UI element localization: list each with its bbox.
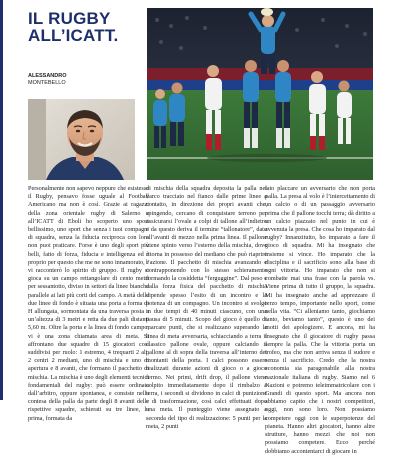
- column-3-text: tato placcare un avversario che non porta palla. La presa al volo è l’intercettamento di un calcio o di un passaggio avversario prima che il pallone tocchi terra; dà diritto a un calcio piazzato nel punto in cui è avvenuta la presa. Che cosa ho imparato dal rugby? Innanzitutto, ho imparato a fare il gioco di squadra. Mi ha insegnato che insieme si vince. Ho imparato che la disciplina e il sacrificio sono alla base di ogni vittoria. Ho imparato che non si combatte mai una frase con la parola vs. Viene prima di tutto il gruppo, la squadra. Mi ha insegnato anche ad apprezzare il terzo tempo, importante nello sport, come nella vita. “Ci alleniamo tanto, giochiamo tanto, beviamo tanto”, questo è uno dei motti dei apologizere. E ancora, mi ha insegnato che il giocatore di rugby passa sempre la palla. Che la vittoria porta un trofeo, ma che non arriva senza il sudore e senza il sacrificio. Credo che la nostra economia sia paragonabile alla nostra nazionale italiana di rugby. Siamo nel 6 Nazioni e potremo teleimmatricolare con i Grandi di questo sport. Ma ancora non abbiamo capito che i nostri competitori, oggi, non sono loro. Non possiamo competere oggi con le superpotenze del pianeta. Hanno altri giocatori, hanno altre strutture, hanno mezzi che noi non possiamo competere. Ecco perché dobbiamo accontentarci di giocare in: [265, 185, 375, 455]
- article-column-2: [146, 185, 267, 430]
- article-title: [28, 10, 138, 44]
- rugby-lineout-photo: [147, 8, 373, 180]
- portrait-photo: [28, 99, 135, 180]
- author-last-name: MONTEBELLO: [28, 80, 66, 86]
- column-1-text: Personalmente non sapevo neppure che esistesse il Rugby, pensavo fosse uguale al Football Americano ma non è così. Grazie ai ragazzi della zona orientale rugby di Salerno e all’ICATT di Eboli ho scoperto uno sport bellissimo, uno sport che senza i tuoi compagni di squadra, senza la fiducia reciproca con loro non puoi praticare. Forse è uno degli sport più belli, fatto di forza, fiducia e intelligenza ed è proprio per questo che me ne sono innamorato, e vi racconterò lo spirito di gruppo. Il rugby si gioca su un campo rettangolare di cento metri per sessantotto, diviso in settori da linee bianche parallele ai lati più corti del campo. A metà delle due linee di fondo è situata una porta a forma di H allungata, sormontata da una traversa posta a un’altezza di 3 metri e retta da due pali distanti 5,60 m. Oltre la porta e la linea di fondo campo, vi è una zona chiamata area di meta. Si affrontano due squadre di 15 giocatori così suddivisi per ruolo: 1 estremo, 4 trequarti 2 ali, 2 centri 2 mediani, uno di mischia e uno di apertura e 8 avanti, che formano il pacchetto di mischia. La mischia è uno degli elementi tecnici fondamentali del rugby: può essere ordinata dall’arbitro, oppure spontanea, e consiste nella contesa della palla da parte degli 8 avanti delle rispettive squadre, schierati su tre linee, la prima, formata da: [28, 185, 149, 422]
- title-line-2: ALL’ICATT.: [28, 26, 119, 45]
- author-byline: [28, 73, 138, 87]
- author-first-name: ALESSANDRO: [28, 73, 67, 79]
- title-line-1: IL RUGBY: [28, 9, 111, 28]
- article-column-3: [265, 185, 375, 455]
- article-column-1: [28, 185, 149, 422]
- edge-accent-bar: [0, 0, 3, 400]
- column-2-text: di mischia della squadra deposita la palla nel varco tracciato nel fianco dalle prime linee a contatto, in direzione dei propri avanti che, spingendo, cercano di conquistare terreno per assicurarsi l’ovale a colpi di tallone all’indietro e da questo deriva il termine “tallonatore”, dato all’avanti di mezzo nella prima linea. Il pallone viene spinto verso l’esterno della mischia, dove ritorna in possesso del mediano che può riaprire l’azione. Il pacchetto di mischia avanzando e contrapponendo con lo stesso schieramento formando la cosiddetta “ferguggine”. Dal peso e dalla forza fisica del pacchetto di mischia dipende spesso l’esito di un incontro e la potenza di un compagno. Un incontro si svolge in due tempi di 40 minuti ciascuno, con una pausa di 5 minuti. Scopo del gioco è quello di marcare punti, che si realizzano superando la linea di meta avversaria, schiacciando a terra il classico pallone ovale, oppure calciando il pallone al di sopra della traversa all’interno dei montanti della porta. I calci possono essere realizzati durante azioni di gioco o a gioco fermo. Nei primi, drift drop, il pallone viene colpito immediatamente dopo il rimbalzo a terra, i secondi si dividono in calci di punizione e di trasformazione, così calci effettuati dopo una meta. Il punteggio viene assegnato a seconda del tipo di realizzazione: 5 punti per la meta, 2 punti: [146, 185, 267, 430]
